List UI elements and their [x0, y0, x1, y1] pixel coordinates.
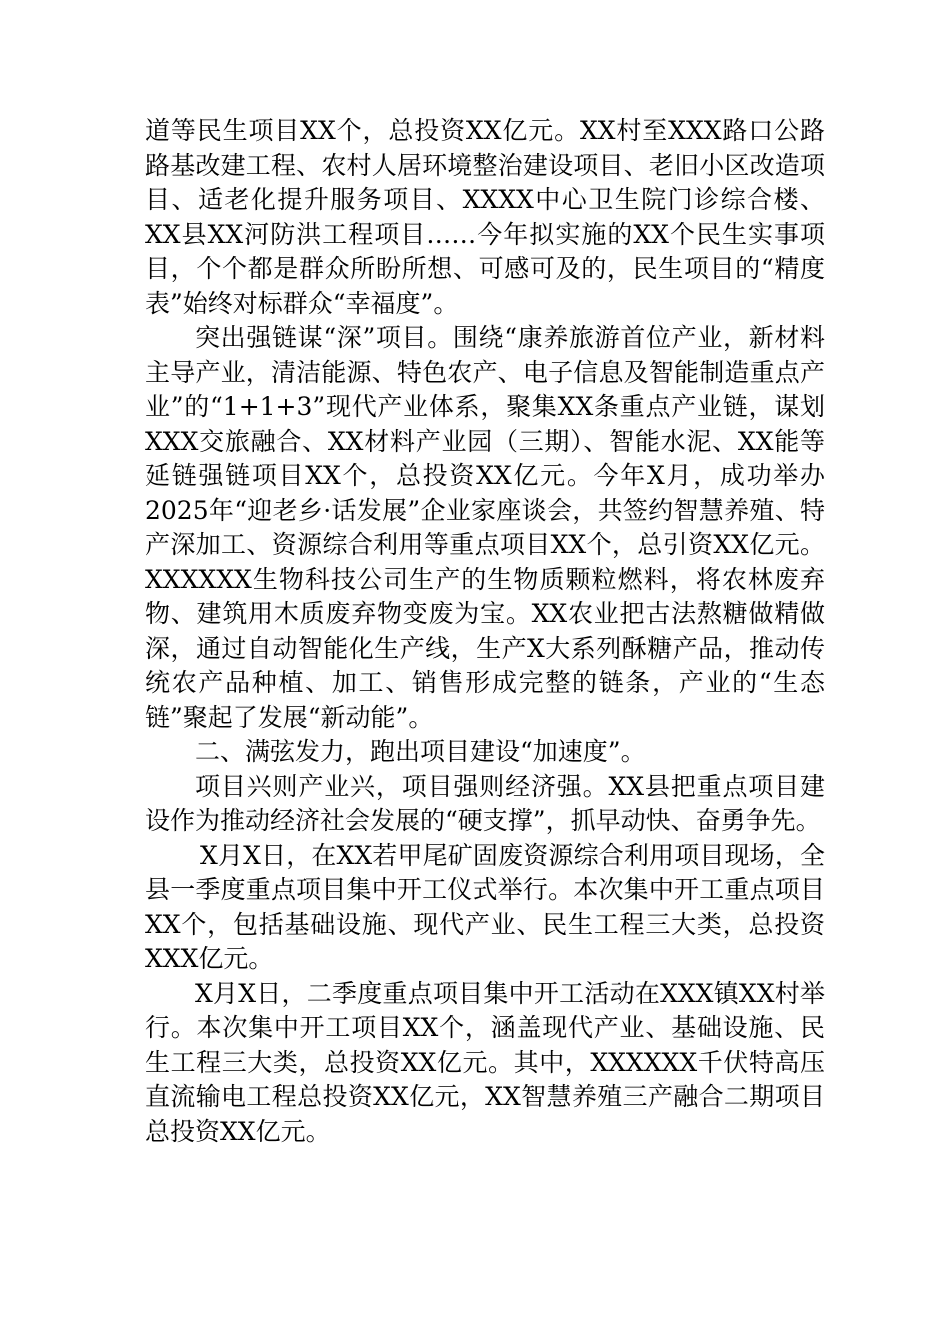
document-body [145, 114, 825, 1149]
paragraph-project-importance: 项目兴则产业兴，项目强则经济强。XX县把重点项目建设作为推动经济社会发展的“硬支撑”，抓早动快、奋勇争先。 [145, 771, 825, 835]
paragraph-industry-chain: 突出强链谋“深”项目。围绕“康养旅游首位产业，新材料主导产业，清洁能源、特色农产、电子信息及智能制造重点产业”的“1+1+3”现代产业体系，聚集XX条重点产业链，谋划XXX交旅融合、XX材料产业园（三期）、智能水泥、XX能等延链强链项目XX个，总投资XX亿元。今年X月，成功举办2025年“迎老乡·话发展”企业家座谈会，共签约智慧养殖、特产深加工、资源综合利用等重点项目XX个，总引资XX亿元。XXXXXX生物科技公司生产的生物质颗粒燃料，将农林废弃物、建筑用木质废弃物变废为宝。XX农业把古法熬糖做精做深，通过自动智能化生产线，生产X大系列酥糖产品，推动传统农产品种植、加工、销售形成完整的链条，产业的“生态链”聚起了发展“新动能”。 [145, 323, 825, 732]
paragraph-q2-groundbreaking: X月X日，二季度重点项目集中开工活动在XXX镇XX村举行。本次集中开工项目XX个，涵盖现代产业、基础设施、民生工程三大类，总投资XX亿元。其中，XXXXXX千伏特高压直流输电工程总投资XX亿元，XX智慧养殖三产融合二期项目总投资XX亿元。 [145, 978, 825, 1146]
paragraph-q1-groundbreaking: X月X日，在XX若甲尾矿固废资源综合利用项目现场，全县一季度重点项目集中开工仪式举行。本次集中开工重点项目XX个，包括基础设施、现代产业、民生工程三大类，总投资XXX亿元。 [145, 840, 825, 973]
section-heading-acceleration: 二、满弦发力，跑出项目建设“加速度”。 [195, 737, 646, 766]
paragraph-livelihood-projects: 道等民生项目XX个，总投资XX亿元。XX村至XXX路口公路路基改建工程、农村人居环境整治建设项目、老旧小区改造项目、适老化提升服务项目、XXXX中心卫生院门诊综合楼、XX县XX河防洪工程项目……今年拟实施的XX个民生实事项目，个个都是群众所盼所想、可感可及的，民生项目的“精度表”始终对标群众“幸福度”。 [145, 116, 825, 318]
